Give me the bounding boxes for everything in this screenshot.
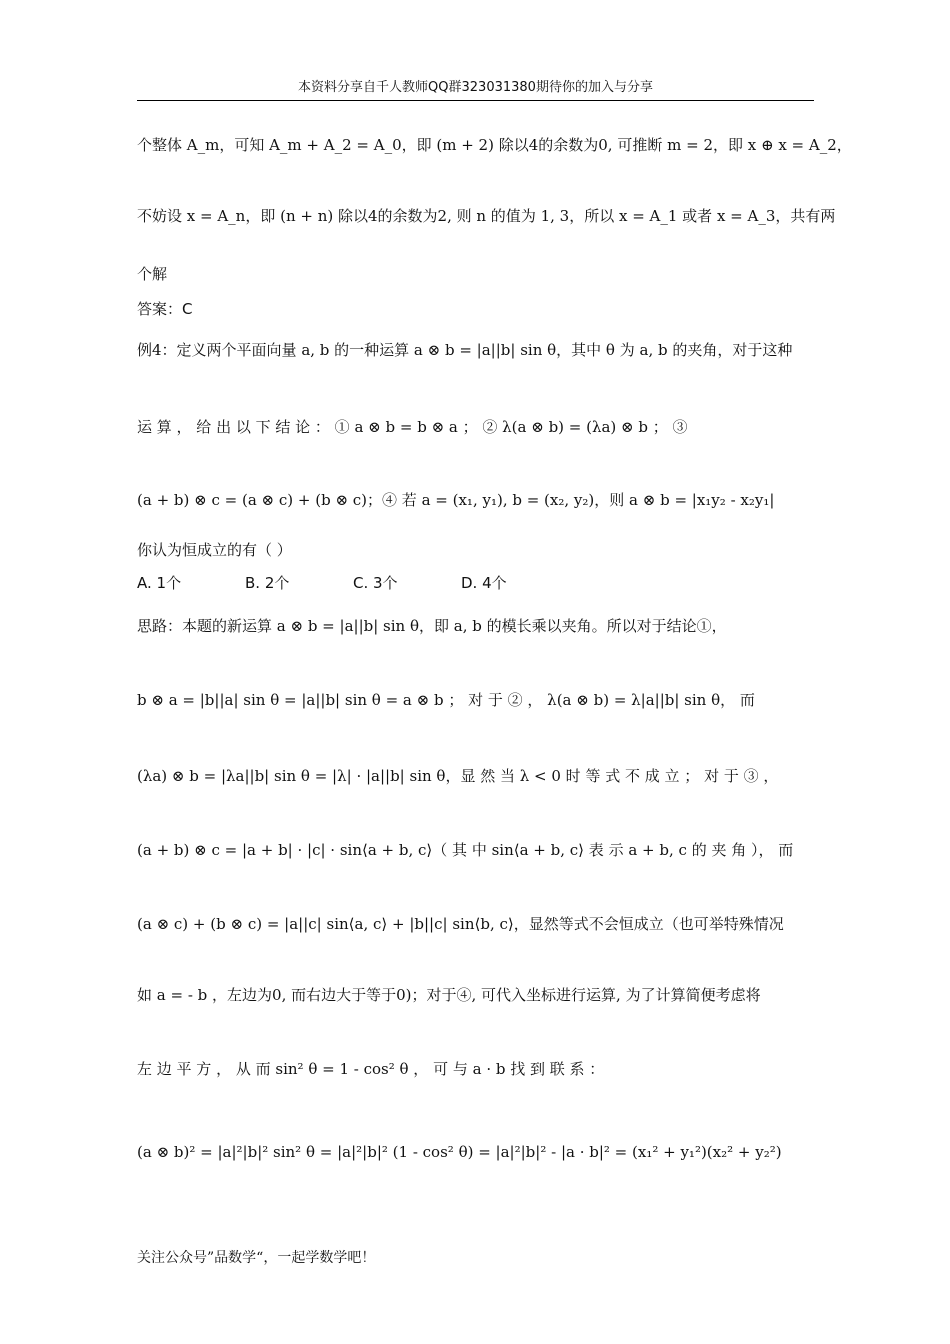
text-line-14: (a ⊗ c) + (b ⊗ c) = |a||c| sin⟨a, c⟩ + |b||c| sin⟨b, c⟩，显然等式不会恒成立（也可举特殊情况 bbox=[137, 915, 784, 933]
text-line-11: b ⊗ a = |b||a| sin θ = |a||b| sin θ = a ⊗ b ； 对 于 ② ， λ(a ⊗ b) = λ|a||b| sin θ， 而 bbox=[137, 691, 755, 709]
text-line-6: 运 算 ， 给 出 以 下 结 论 ： ① a ⊗ b = b ⊗ a ； ② λ(a ⊗ b) = (λa) ⊗ b ； ③ bbox=[137, 418, 688, 436]
example-4-line: 例4：定义两个平面向量 a, b 的一种运算 a ⊗ b = |a||b| sin θ，其中 θ 为 a, b 的夹角，对于这种 bbox=[137, 341, 793, 359]
option-b: B. 2个 bbox=[245, 574, 290, 592]
text-line-13: (a + b) ⊗ c = |a + b| · |c| · sin⟨a + b, c⟩（ 其 中 sin⟨a + b, c⟩ 表 示 a + b, c 的 夹 角 ）， 而 bbox=[137, 841, 794, 859]
option-a: A. 1个 bbox=[137, 574, 182, 592]
text-line-17: (a ⊗ b)² = |a|²|b|² sin² θ = |a|²|b|² (1 - cos² θ) = |a|²|b|² - |a · b|² = (x₁² + y₁²)(x₂² + y₂²) bbox=[137, 1143, 782, 1161]
option-d: D. 4个 bbox=[461, 574, 507, 592]
option-c: C. 3个 bbox=[353, 574, 398, 592]
thinking-line: 思路：本题的新运算 a ⊗ b = |a||b| sin θ，即 a, b 的模长乘以夹角。所以对于结论①， bbox=[137, 617, 727, 635]
text-line-12: (λa) ⊗ b = |λa||b| sin θ = |λ| · |a||b| sin θ，显 然 当 λ < 0 时 等 式 不 成 立 ； 对 于 ③ ， bbox=[137, 767, 779, 785]
text-line-3: 个解 bbox=[137, 265, 168, 283]
text-line-2: 不妨设 x = A_n，即 (n + n) 除以4的余数为2, 则 n 的值为 1, 3，所以 x = A_1 或者 x = A_3，共有两 bbox=[137, 207, 836, 225]
question-line: 你认为恒成立的有（ ） bbox=[137, 541, 292, 559]
text-line-15: 如 a = - b ，左边为0, 而右边大于等于0)；对于④, 可代入坐标进行运算, 为了计算简便考虑将 bbox=[137, 986, 761, 1004]
text-line-7: (a + b) ⊗ c = (a ⊗ c) + (b ⊗ c)；④ 若 a = (x₁, y₁), b = (x₂, y₂)，则 a ⊗ b = |x₁y₂ - x₂y₁| bbox=[137, 491, 775, 509]
answer-line: 答案：C bbox=[137, 300, 193, 318]
page-header: 本资料分享自千人教师QQ群323031380期待你的加入与分享 bbox=[137, 78, 814, 101]
options-row bbox=[137, 571, 814, 595]
text-line-1: 个整体 A_m，可知 A_m + A_2 = A_0，即 (m + 2) 除以4的余数为0, 可推断 m = 2，即 x ⊕ x = A_2， bbox=[137, 136, 852, 154]
page-footer: 关注公众号”品数学“，一起学数学吧！ bbox=[137, 1250, 376, 1266]
text-line-16: 左 边 平 方 ， 从 而 sin² θ = 1 - cos² θ ， 可 与 a · b 找 到 联 系 ： bbox=[137, 1060, 605, 1078]
